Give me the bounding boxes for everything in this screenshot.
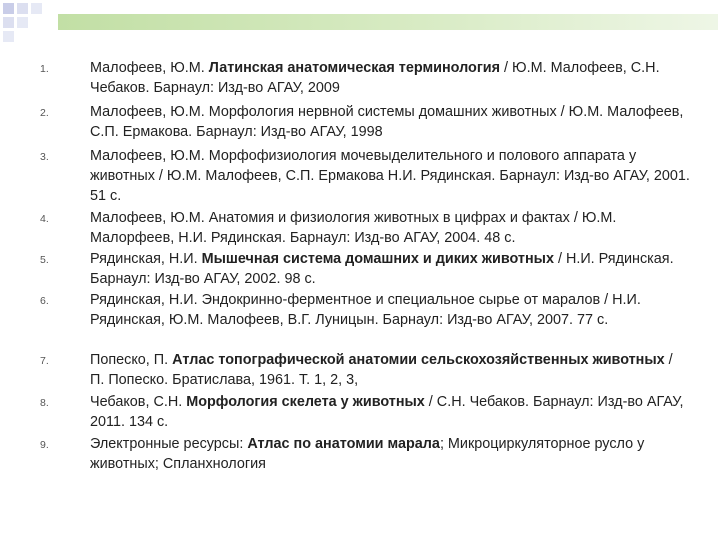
reference-segment: Чебаков, С.Н. (90, 394, 187, 410)
reference-text (90, 249, 690, 289)
reference-segment: Попеско, П. (90, 352, 173, 368)
reference-title: Морфология скелета у животных (186, 394, 425, 410)
reference-segment: Малофеев, Ю.М. Анатомия и физиология животных в цифрах и фактах / Ю.М. Малорфеев, Н.И. Рядинская. Барнаул: Изд-во АГАУ, 2004. 48 с. (90, 210, 617, 246)
reference-text (90, 350, 690, 390)
reference-title: Мышечная система домашних и диких животных (201, 251, 554, 267)
reference-segment: Рядинская, Н.И. Эндокринно-ферментное и специальное сырье от маралов / Н.И. Рядинская, Ю.М. Малофеев, В.Г. Луницын. Барнаул: Изд-во АГАУ, 2007. 77 с. (90, 292, 641, 328)
reference-number: 9. (40, 439, 49, 451)
reference-segment: ; Микроциркуляторное русло у животных; Спланхнология (90, 436, 645, 472)
reference-number: 8. (40, 397, 49, 409)
corner-square (3, 17, 14, 28)
header-accent-bar (58, 14, 718, 30)
reference-number: 6. (40, 295, 49, 307)
reference-segment: Рядинская, Н.И. (90, 251, 202, 267)
corner-square (3, 31, 14, 42)
corner-decoration (0, 0, 60, 60)
corner-square (17, 3, 28, 14)
corner-square (17, 17, 28, 28)
reference-number: 5. (40, 254, 49, 266)
reference-segment: / Н.И. Рядинская. Барнаул: Изд-во АГАУ, 2002. 98 с. (90, 251, 674, 287)
reference-text (90, 434, 690, 474)
reference-text (90, 392, 690, 432)
reference-title: Атлас по анатомии марала (247, 436, 440, 452)
reference-segment: Малофеев, Ю.М. Морфофизиология мочевыделительного и полового аппарата у животных / Ю.М. Малофеев, С.П. Ермакова Н.И. Рядинская. Барнаул: Изд-во АГАУ, 2001. 51 с. (90, 148, 690, 204)
reference-segment: Малофеев, Ю.М. (90, 60, 209, 76)
reference-title: Латинская анатомическая терминология (208, 60, 501, 76)
reference-segment: / С.Н. Чебаков. Барнаул: Изд-во АГАУ, 2011. 134 с. (90, 394, 684, 430)
reference-segment: Малофеев, Ю.М. Морфология нервной системы домашних животных / Ю.М. Малофеев, С.П. Ермакова. Барнаул: Изд-во АГАУ, 1998 (90, 104, 684, 140)
corner-square (31, 3, 42, 14)
reference-text (90, 208, 690, 248)
reference-text (90, 58, 690, 98)
reference-segment: / Ю.М. Малофеев, С.Н. Чебаков. Барнаул: Изд-во АГАУ, 2009 (90, 60, 660, 96)
corner-square (3, 3, 14, 14)
reference-title: Атлас топографической анатомии сельскохозяйственных животных (172, 352, 665, 368)
reference-segment: / П. Попеско. Братислава, 1961. Т. 1, 2, 3, (90, 352, 673, 388)
reference-text (90, 102, 690, 142)
reference-number: 3. (40, 151, 49, 163)
reference-number: 4. (40, 213, 49, 225)
reference-number: 2. (40, 107, 49, 119)
reference-number: 1. (40, 63, 49, 75)
reference-text (90, 146, 690, 206)
reference-text (90, 290, 690, 330)
reference-segment: Электронные ресурсы: (90, 436, 248, 452)
reference-number: 7. (40, 355, 49, 367)
